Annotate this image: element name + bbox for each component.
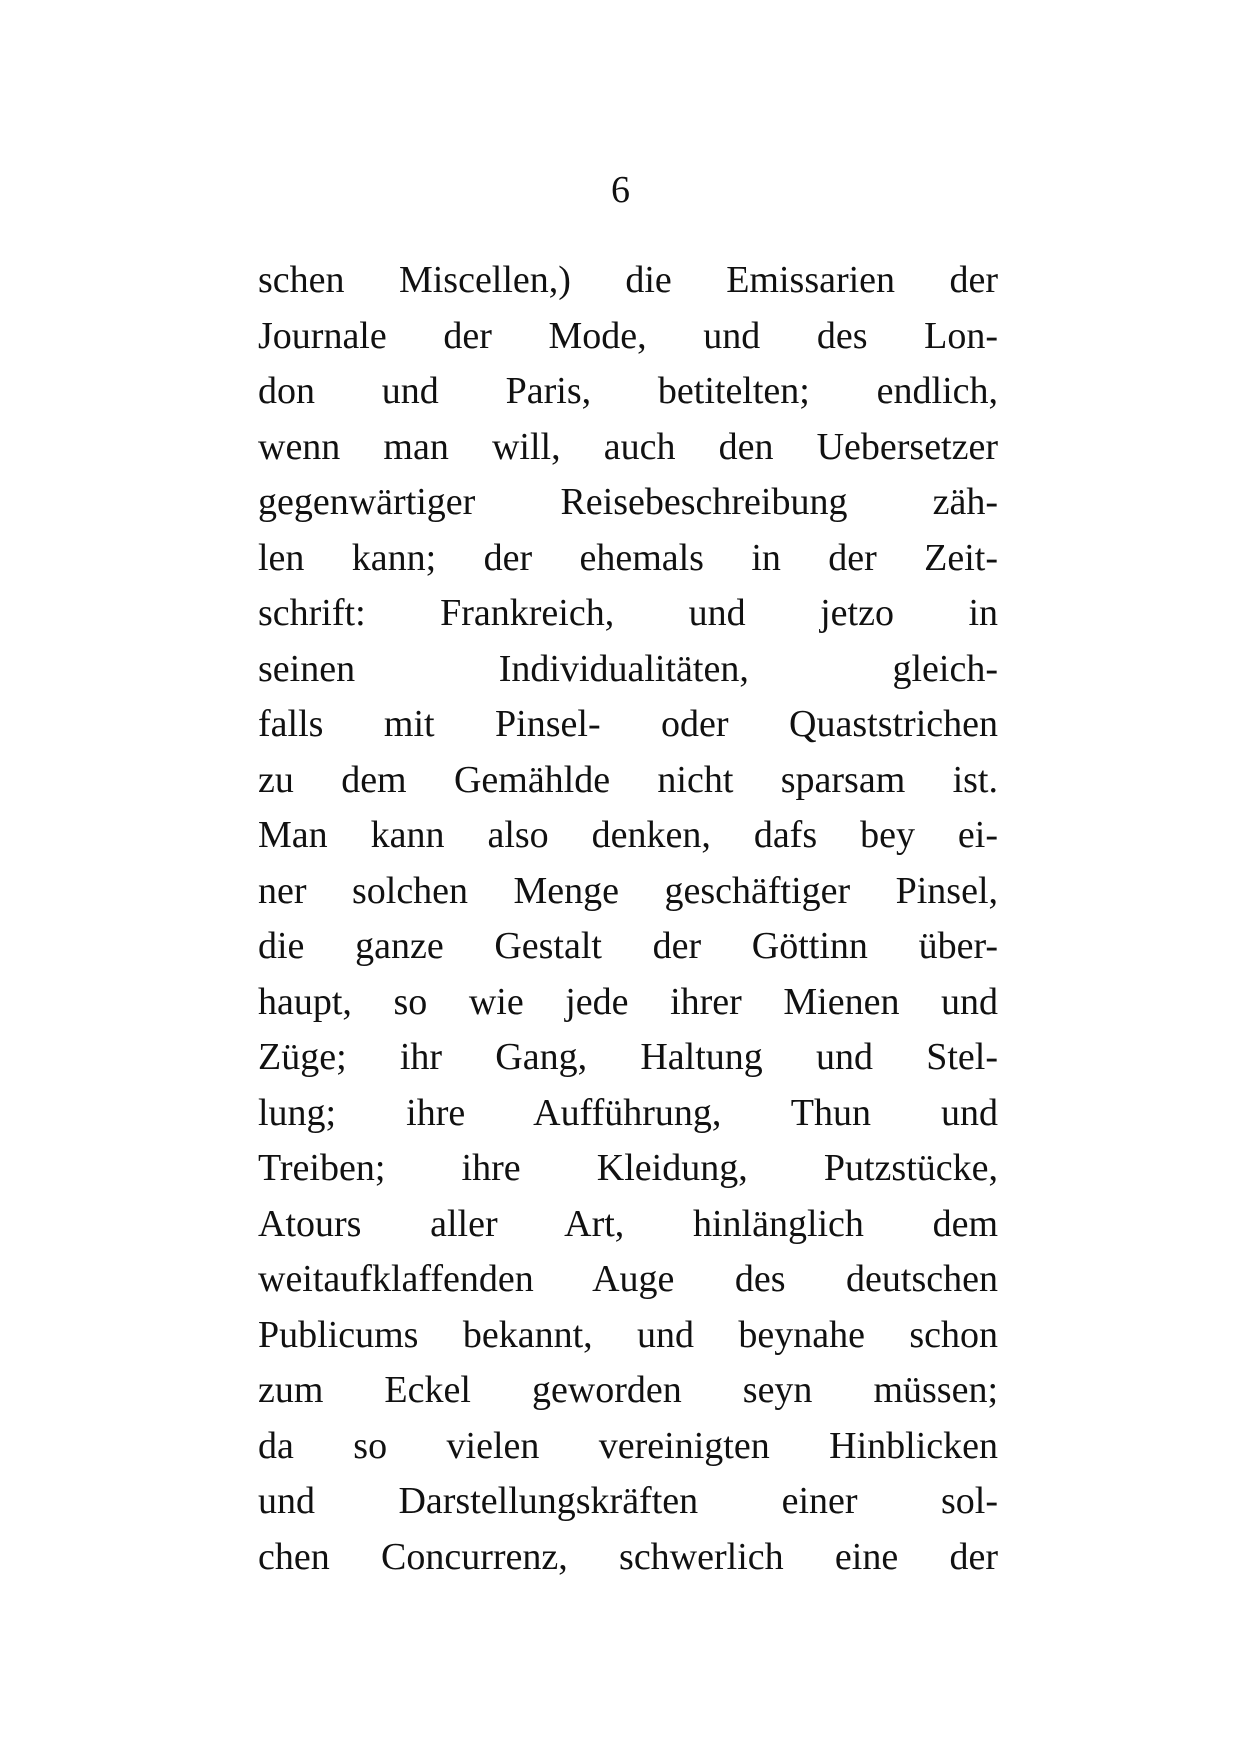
text-line: da so vielen vereinigten Hinblicken bbox=[258, 1424, 998, 1467]
text-line: weitaufklaffenden Auge des deutschen bbox=[258, 1258, 998, 1300]
text-line: len kann; der ehemals in der Zeit- bbox=[258, 536, 998, 579]
text-line: falls mit Pinsel- oder Quaststrichen bbox=[258, 703, 998, 745]
text-line: wenn man will, auch den Uebersetzer bbox=[258, 425, 998, 468]
text-line: zum Eckel geworden seyn müssen; bbox=[258, 1369, 998, 1411]
text-line: haupt, so wie jede ihrer Mienen und bbox=[258, 980, 998, 1023]
text-line: lung; ihre Aufführung, Thun und bbox=[258, 1091, 998, 1134]
text-line: zu dem Gemählde nicht sparsam ist. bbox=[258, 758, 998, 801]
text-line: Publicums bekannt, und beynahe schon bbox=[258, 1313, 998, 1356]
body-text bbox=[258, 253, 998, 1585]
text-line: seinen Individualitäten, gleich- bbox=[258, 647, 998, 690]
text-line: Züge; ihr Gang, Haltung und Stel- bbox=[258, 1036, 998, 1078]
text-line: ner solchen Menge geschäftiger Pinsel, bbox=[258, 869, 998, 912]
text-line: und Darstellungskräften einer sol- bbox=[258, 1480, 998, 1522]
text-line: Atours aller Art, hinlänglich dem bbox=[258, 1202, 998, 1245]
page-number: 6 bbox=[611, 169, 630, 211]
text-line: gegenwärtiger Reisebeschreibung zäh- bbox=[258, 481, 998, 523]
text-line: schen Miscellen,) die Emissarien der bbox=[258, 259, 998, 301]
text-line: die ganze Gestalt der Göttinn über- bbox=[258, 925, 998, 967]
text-line: Man kann also denken, dafs bey ei- bbox=[258, 814, 998, 856]
text-line: Treiben; ihre Kleidung, Putzstücke, bbox=[258, 1147, 998, 1189]
text-line: don und Paris, betitelten; endlich, bbox=[258, 370, 998, 412]
text-line: Journale der Mode, und des Lon- bbox=[258, 314, 998, 357]
text-line: chen Concurrenz, schwerlich eine der bbox=[258, 1535, 998, 1578]
text-line: schrift: Frankreich, und jetzo in bbox=[258, 592, 998, 634]
